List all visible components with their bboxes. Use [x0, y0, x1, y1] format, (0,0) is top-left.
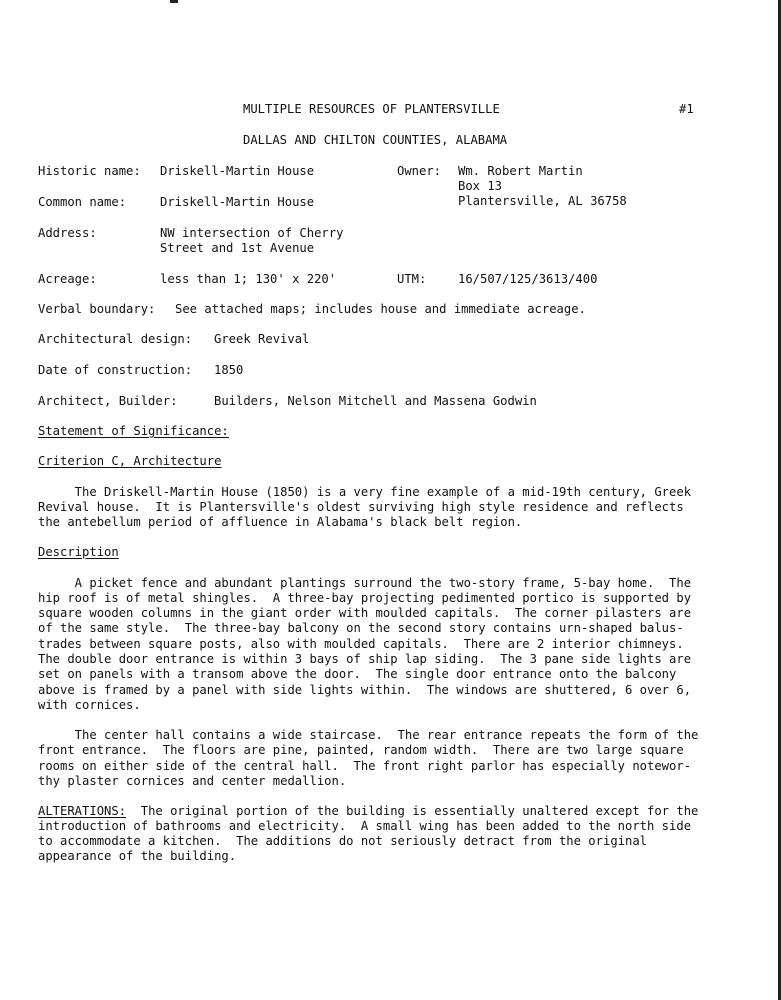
architect-builder-value: Builders, Nelson Mitchell and Massena Godwin: [214, 394, 537, 408]
address-line-1: NW intersection of Cherry: [160, 226, 344, 240]
architect-builder-label: Architect, Builder:: [38, 394, 178, 408]
significance-line-3: the antebellum period of affluence in Alabama's black belt region.: [38, 515, 523, 529]
document-subtitle: DALLAS AND CHILTON COUNTIES, ALABAMA: [243, 133, 508, 147]
description-line-3: square wooden columns in the giant order with moulded capitals. The corner pilasters are: [38, 606, 692, 620]
description-p2-line-3: rooms on either side of the central hall. The front right parlor has especially notewor-: [38, 759, 692, 773]
date-of-construction-value: 1850: [214, 363, 244, 377]
date-of-construction-label: Date of construction:: [38, 363, 193, 377]
significance-line-2: Revival house. It is Plantersville's oldest surviving high style residence and reflects: [38, 500, 684, 514]
description-line-7: set on panels with a transom above the door. The single door entrance onto the balcony: [38, 667, 677, 681]
description-line-8: above is framed by a panel with side lights within. The windows are shuttered, 6 over 6,: [38, 683, 692, 697]
alterations-line-3: to accommodate a kitchen. The additions do not seriously detract from the original: [38, 834, 648, 848]
alterations-first-line: [38, 804, 698, 819]
acreage-value: less than 1; 130' x 220': [160, 272, 337, 286]
criterion-heading: Criterion C, Architecture: [38, 454, 222, 468]
description-line-6: The double door entrance is within 3 bays of ship lap siding. The 3 pane side lights are: [38, 652, 692, 666]
address-line-2: Street and 1st Avenue: [160, 241, 315, 255]
alterations-line-4: appearance of the building.: [38, 849, 237, 863]
description-line-1: A picket fence and abundant plantings surround the two-story frame, 5-bay home. The: [38, 576, 692, 590]
verbal-boundary-label: Verbal boundary:: [38, 302, 156, 316]
description-line-2: hip roof is of metal shingles. A three-bay projecting pedimented portico is supported by: [38, 591, 692, 605]
owner-line-1: Wm. Robert Martin: [458, 164, 583, 178]
common-name-label: Common name:: [38, 195, 127, 209]
alterations-line-2: introduction of bathrooms and electricity. A small wing has been added to the north side: [38, 819, 692, 833]
historic-name-value: Driskell-Martin House: [160, 164, 315, 178]
owner-line-2: Box 13: [458, 179, 503, 193]
significance-line-1: The Driskell-Martin House (1850) is a very fine example of a mid-19th century, Greek: [38, 485, 692, 499]
utm-value: 16/507/125/3613/400: [458, 272, 598, 286]
scan-edge-mark: [170, 0, 178, 3]
historic-name-label: Historic name:: [38, 164, 141, 178]
address-label: Address:: [38, 226, 97, 240]
architectural-design-label: Architectural design:: [38, 332, 193, 346]
significance-heading: Statement of Significance:: [38, 424, 229, 438]
description-p2-line-4: thy plaster cornices and center medallion.: [38, 774, 347, 788]
owner-line-3: Plantersville, AL 36758: [458, 194, 627, 208]
owner-label: Owner:: [397, 164, 442, 178]
document-title: MULTIPLE RESOURCES OF PLANTERSVILLE: [243, 102, 500, 116]
description-line-5: trades between square posts, also with moulded capitals. There are 2 interior chimneys.: [38, 637, 684, 651]
page-number: #1: [679, 102, 694, 116]
description-p2-line-1: The center hall contains a wide staircase. The rear entrance repeats the form of the: [38, 728, 699, 742]
description-heading: Description: [38, 545, 119, 559]
alterations-line-1: The original portion of the building is essentially unaltered except for the: [126, 804, 699, 818]
verbal-boundary-value: See attached maps; includes house and immediate acreage.: [175, 302, 586, 316]
architectural-design-value: Greek Revival: [214, 332, 310, 346]
alterations-label: ALTERATIONS:: [38, 804, 127, 818]
description-line-9: with cornices.: [38, 698, 141, 712]
description-p2-line-2: front entrance. The floors are pine, painted, random width. There are two large square: [38, 743, 684, 757]
acreage-label: Acreage:: [38, 272, 97, 286]
description-line-4: of the same style. The three-bay balcony on the second story contains urn-shaped balus-: [38, 621, 684, 635]
common-name-value: Driskell-Martin House: [160, 195, 315, 209]
utm-label: UTM:: [397, 272, 427, 286]
